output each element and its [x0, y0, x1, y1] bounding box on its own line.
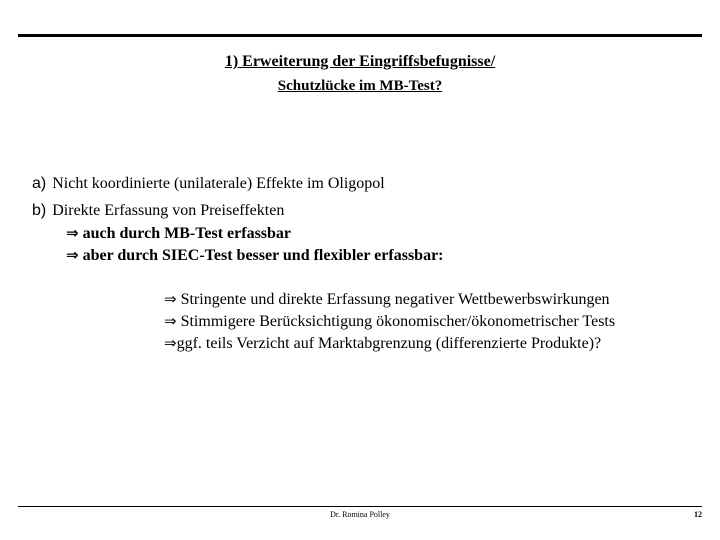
consequence-1-text: Stringente und direkte Erfassung negativer Wettbewerbswirkungen	[176, 291, 610, 308]
list-item-b-text: Direkte Erfassung von Preiseffekten	[52, 202, 285, 219]
top-divider	[18, 34, 702, 37]
list-marker-b: b)	[32, 202, 47, 219]
sub-point-2	[66, 246, 444, 265]
list-item-b	[32, 202, 284, 220]
consequence-3-text: ggf. teils Verzicht auf Marktabgrenzung (differenzierte Produkte)?	[176, 335, 602, 352]
bottom-divider	[18, 506, 702, 507]
consequence-2	[164, 312, 615, 331]
slide-title-line-1: 1) Erweiterung der Eingriffsbefugnisse/	[224, 53, 496, 70]
implies-arrow-icon: ⇒	[164, 334, 177, 352]
implies-arrow-icon: ⇒	[164, 290, 177, 308]
sub-point-2-text: aber durch SIEC-Test besser und flexibler erfassbar:	[78, 247, 444, 264]
implies-arrow-icon: ⇒	[66, 224, 79, 242]
list-item-a-text: Nicht koordinierte (unilaterale) Effekte im Oligopol	[52, 175, 385, 192]
sub-point-1	[66, 224, 291, 243]
consequence-1	[164, 290, 610, 309]
page-number: 12	[694, 510, 702, 519]
consequence-3	[164, 334, 601, 353]
list-marker-a: a)	[32, 175, 47, 192]
sub-point-1-text: auch durch MB-Test erfassbar	[78, 225, 292, 242]
implies-arrow-icon: ⇒	[66, 246, 79, 264]
footer-author: Dr. Romina Polley	[330, 510, 390, 519]
consequence-2-text: Stimmigere Berücksichtigung ökonomischer/ökonometrischer Tests	[176, 313, 616, 330]
implies-arrow-icon: ⇒	[164, 312, 177, 330]
slide-title-line-2: Schutzlücke im MB-Test?	[277, 78, 443, 94]
list-item-a	[32, 175, 385, 193]
